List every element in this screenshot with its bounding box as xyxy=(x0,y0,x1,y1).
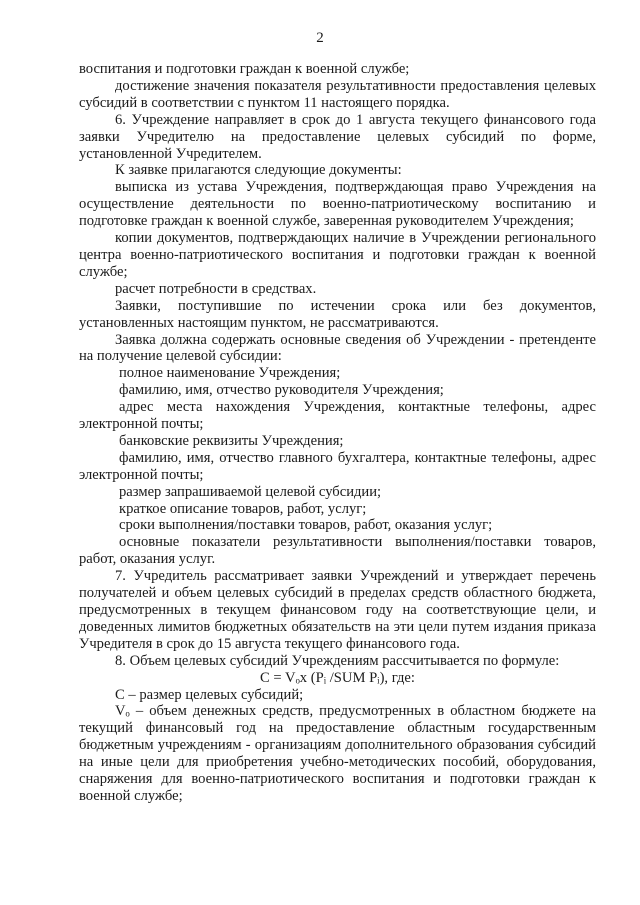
paragraph: Заявки, поступившие по истечении срока или без документов, установленных настоящим пунктом, не рассматриваются. xyxy=(79,297,596,331)
document-body xyxy=(79,61,596,805)
page-number: 2 xyxy=(316,30,324,46)
paragraph: достижение значения показателя результативности предоставления целевых субсидий в соответствии с пунктом 11 настоящего порядка. xyxy=(79,77,596,111)
list-item: банковские реквизиты Учреждения; xyxy=(119,432,344,449)
paragraph-item-7: 7. Учредитель рассматривает заявки Учреждений и утверждает перечень получателей и объем целевых субсидий в пределах средств областного бюджета, предусмотренных в текущем финансовом году на соответствующие цели, и доведенных лимитов бюджетных обязательств на эти цели путем издания приказа Учредителя в срок до 15 августа текущего финансового года. xyxy=(79,568,596,652)
paragraph: К заявке прилагаются следующие документы: xyxy=(115,162,402,179)
list-item: фамилию, имя, отчество руководителя Учреждения; xyxy=(119,382,444,399)
list-item: сроки выполнения/поставки товаров, работ, оказания услуг; xyxy=(119,517,493,534)
paragraph-item-6: 6. Учреждение направляет в срок до 1 августа текущего финансового года заявки Учредителю на предоставление целевых субсидий по форме, установленной Учредителем. xyxy=(79,111,596,162)
definition: Vₒ – объем денежных средств, предусмотренных в областном бюджете на текущий финансовый год на предоставление областным государственным бюджетным учреждениям - организациям дополнительного образования субсидий на иные цели для приобретения учебно-методических пособий, оборудования, снаряжения для военно-патриотического воспитания и подготовки граждан к военной службе; xyxy=(79,703,596,804)
definition: C – размер целевых субсидий; xyxy=(115,686,304,703)
paragraph: Заявка должна содержать основные сведения об Учреждении - претенденте на получение целевой субсидии: xyxy=(79,331,596,365)
list-item: размер запрашиваемой целевой субсидии; xyxy=(119,483,382,500)
paragraph: расчет потребности в средствах. xyxy=(115,280,317,297)
paragraph-item-8: 8. Объем целевых субсидий Учреждениям рассчитывается по формуле: xyxy=(115,652,560,669)
list-item: основные показатели результативности выполнения/поставки товаров, работ, оказания услуг. xyxy=(79,534,596,568)
formula: C = Vₒx (Pᵢ /SUM Pᵢ), где: xyxy=(260,669,415,686)
paragraph: выписка из устава Учреждения, подтверждающая право Учреждения на осуществление деятельности по военно-патриотическому воспитанию и подготовке граждан к военной службе, заверенная руководителем Учреждения; xyxy=(79,179,596,230)
list-item: краткое описание товаров, работ, услуг; xyxy=(119,500,367,517)
paragraph: копии документов, подтверждающих наличие в Учреждении регионального центра военно-патриотического воспитания и подготовки граждан к военной службе; xyxy=(79,230,596,280)
list-item: фамилию, имя, отчество главного бухгалтера, контактные телефоны, адрес электронной почты; xyxy=(79,449,596,483)
list-item: адрес места нахождения Учреждения, контактные телефоны, адрес электронной почты; xyxy=(79,399,596,433)
paragraph: воспитания и подготовки граждан к военной службе; xyxy=(79,61,410,77)
list-item: полное наименование Учреждения; xyxy=(119,365,341,382)
